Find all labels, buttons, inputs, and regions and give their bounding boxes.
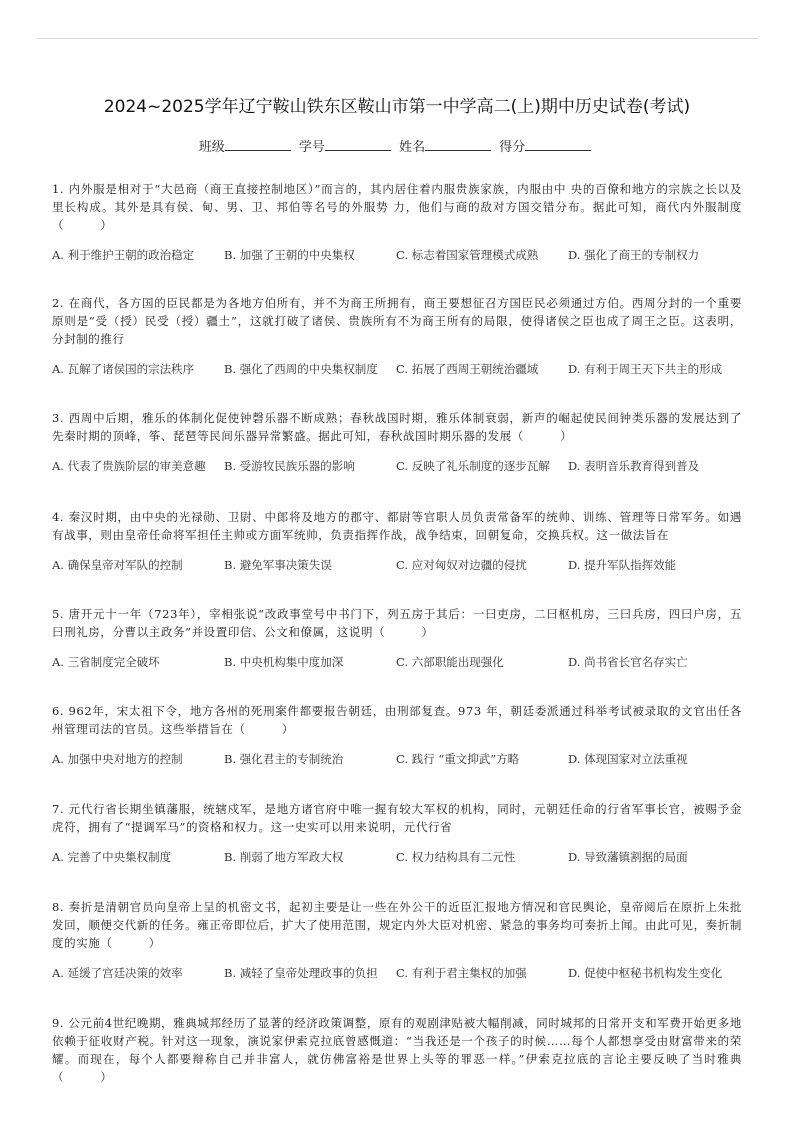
option-b[interactable]: B. 减轻了皇帝处理政事的负担 bbox=[224, 966, 378, 980]
option-row bbox=[52, 849, 742, 865]
option-d[interactable]: D. 有利于周王天下共主的形成 bbox=[568, 362, 723, 376]
option-a[interactable]: A. 确保皇帝对军队的控制 bbox=[52, 558, 183, 572]
option-b[interactable]: B. 受游牧民族乐器的影响 bbox=[224, 459, 355, 473]
student-id-label: 学号 bbox=[298, 140, 325, 155]
option-c[interactable]: C. 六部职能出现强化 bbox=[396, 655, 504, 669]
question-2 bbox=[52, 294, 742, 377]
score-label: 得分 bbox=[499, 140, 526, 155]
option-b[interactable]: B. 强化了西周的中央集权制度 bbox=[224, 362, 378, 376]
option-d[interactable]: D. 表明音乐教育得到普及 bbox=[568, 459, 700, 473]
option-row bbox=[52, 751, 742, 767]
class-label: 班级 bbox=[198, 140, 225, 155]
question-stem: 2. 在商代，各方国的臣民都是为各地方伯所有，并不为商王所拥有，商王要想征召方国臣民必须通过方伯。西周分封的一个重要原则是“受（授）民受（授）疆土”，这就打破了诸侯、贵族所有不为商王所有的局限，使得诸侯之臣也成了周王之臣。这表明，分封制的推行 bbox=[52, 296, 742, 346]
option-row bbox=[52, 247, 742, 263]
question-stem: 7. 元代行省长期坐镇藩服，统辖戍军，是地方诸官府中唯一握有较大军权的机构，同时，元朝廷任命的行省军事长官，被赐予金虎符，拥有了“提调军马”的资格和权力。这一史实可以用来说明，元代行省 bbox=[52, 802, 742, 834]
option-d[interactable]: D. 提升军队指挥效能 bbox=[568, 558, 677, 572]
question-stem: 5. 唐开元十一年（723年），宰相张说“改政事堂号中书门下，列五房于其后：一曰吏房，二曰枢机房，三曰兵房，四曰户房，五曰刑礼房，分曹以主政务”并设置印信、公文和僚属，这说明（ ） bbox=[52, 607, 742, 639]
question-1 bbox=[52, 180, 742, 263]
option-c[interactable]: C. 权力结构具有二元性 bbox=[396, 850, 516, 864]
question-4 bbox=[52, 508, 742, 573]
option-a[interactable]: A. 延缓了宫廷决策的效率 bbox=[52, 966, 183, 980]
score-blank[interactable] bbox=[525, 139, 591, 151]
option-b[interactable]: B. 避免军事决策失误 bbox=[224, 558, 332, 572]
question-7 bbox=[52, 800, 742, 865]
option-c[interactable]: C. 反映了礼乐制度的逐步瓦解 bbox=[396, 459, 550, 473]
option-d[interactable]: D. 促使中枢秘书机构发生变化 bbox=[568, 966, 723, 980]
page-title: 2024~2025学年辽宁鞍山铁东区鞍山市第一中学高二(上)期中历史试卷(考试) bbox=[103, 97, 691, 117]
question-stem: 1. 内外服是相对于“大邑商（商王直接控制地区）”而言的，其内居住着内服贵族家族，内服由中 央的百僚和地方的宗族之长以及里长构成。其外是具有侯、甸、男、卫、邦伯等名号的外服势 力，他们与商的敌对方国交错分布。据此可知，商代内外服制度（ ） bbox=[52, 182, 742, 232]
option-c[interactable]: C. 践行 “重文抑武”方略 bbox=[396, 752, 520, 766]
option-d[interactable]: D. 强化了商王的专制权力 bbox=[568, 248, 700, 262]
question-8 bbox=[52, 898, 742, 981]
option-row bbox=[52, 557, 742, 573]
option-row bbox=[52, 361, 742, 377]
option-c[interactable]: C. 应对匈奴对边疆的侵扰 bbox=[396, 558, 527, 572]
option-d[interactable]: D. 体现国家对立法重视 bbox=[568, 752, 688, 766]
name-label: 姓名 bbox=[399, 140, 426, 155]
option-a[interactable]: A. 代表了贵族阶层的审美意趣 bbox=[52, 459, 206, 473]
option-b[interactable]: B. 削弱了地方军政大权 bbox=[224, 850, 344, 864]
student-info-line bbox=[0, 136, 794, 155]
option-c[interactable]: C. 有利于君主集权的加强 bbox=[396, 966, 527, 980]
option-row bbox=[52, 654, 742, 670]
option-b[interactable]: B. 强化君主的专制统治 bbox=[224, 752, 344, 766]
question-stem: 3. 西周中后期，雅乐的体制化促使钟磬乐器不断成熟；春秋战国时期，雅乐体制衰弱，新声的崛起使民间钟类乐器的发展达到了先秦时期的顶峰，筝、琵琶等民间乐器异常繁盛。据此可知，春秋战国时期乐器的发展（ ） bbox=[52, 411, 742, 443]
question-stem: 9. 公元前4世纪晚期，雅典城邦经历了显著的经济政策调整，原有的观剧津贴被大幅削减，同时城邦的日常开支和军费开始更多地依赖于征收财产税。针对这一现象，演说家伊索克拉底曾感慨道：“当我还是一个孩子的时候……每个人都想享受由财富带来的荣耀。而现在，每个人都要辩称自己并非富人，就仿佛富裕是世界上头等的罪恶一样。”伊索克拉底的言论主要反映了当时雅典（ ） bbox=[52, 1016, 742, 1084]
option-c[interactable]: C. 标志着国家管理模式成熟 bbox=[396, 248, 539, 262]
option-a[interactable]: A. 完善了中央集权制度 bbox=[52, 850, 172, 864]
question-stem: 4. 秦汉时期，由中央的光禄勋、卫尉、中郎将及地方的郡守、都尉等官职人员负责常备军的统帅、训练、管理等日常军务。如遇有战事，则由皇帝任命将军担任主帅或方面军统帅，负责指挥作战，战争结束，回朝复命，交换兵权。这一做法旨在 bbox=[52, 510, 742, 542]
option-a[interactable]: A. 利于维护王朝的政治稳定 bbox=[52, 248, 195, 262]
question-9 bbox=[52, 1014, 742, 1086]
option-c[interactable]: C. 拓展了西周王朝统治疆域 bbox=[396, 362, 539, 376]
option-d[interactable]: D. 导致藩镇割据的局面 bbox=[568, 850, 688, 864]
option-b[interactable]: B. 中央机构集中度加深 bbox=[224, 655, 344, 669]
question-6 bbox=[52, 702, 742, 767]
student-id-blank[interactable] bbox=[325, 139, 391, 151]
option-row bbox=[52, 965, 742, 981]
option-d[interactable]: D. 尚书省长官名存实亡 bbox=[568, 655, 688, 669]
question-stem: 8. 奏折是清朝官员向皇帝上呈的机密文书，起初主要是让一些在外公干的近臣汇报地方情况和官民舆论，皇帝阅后在原折上朱批发回，顺便交代新的任务。雍正帝即位后，扩大了使用范围，规定内外大臣对机密、紧急的事务均可奏折上闻。由此可见，奏折制度的实施（ ） bbox=[52, 900, 742, 950]
question-3 bbox=[52, 409, 742, 474]
option-a[interactable]: A. 加强中央对地方的控制 bbox=[52, 752, 183, 766]
option-row bbox=[52, 458, 742, 474]
top-divider bbox=[36, 38, 758, 39]
option-a[interactable]: A. 瓦解了诸侯国的宗法秩序 bbox=[52, 362, 195, 376]
option-b[interactable]: B. 加强了王朝的中央集权 bbox=[224, 248, 355, 262]
class-blank[interactable] bbox=[225, 139, 291, 151]
question-5 bbox=[52, 605, 742, 670]
option-a[interactable]: A. 三省制度完全破坏 bbox=[52, 655, 160, 669]
question-stem: 6. 962年，宋太祖下令，地方各州的死刑案件都要报告朝廷，由刑部复查。973 年，朝廷委派通过科举考试被录取的文官出任各州管理司法的官员。这些举措旨在（ ） bbox=[52, 704, 742, 736]
name-blank[interactable] bbox=[425, 139, 491, 151]
